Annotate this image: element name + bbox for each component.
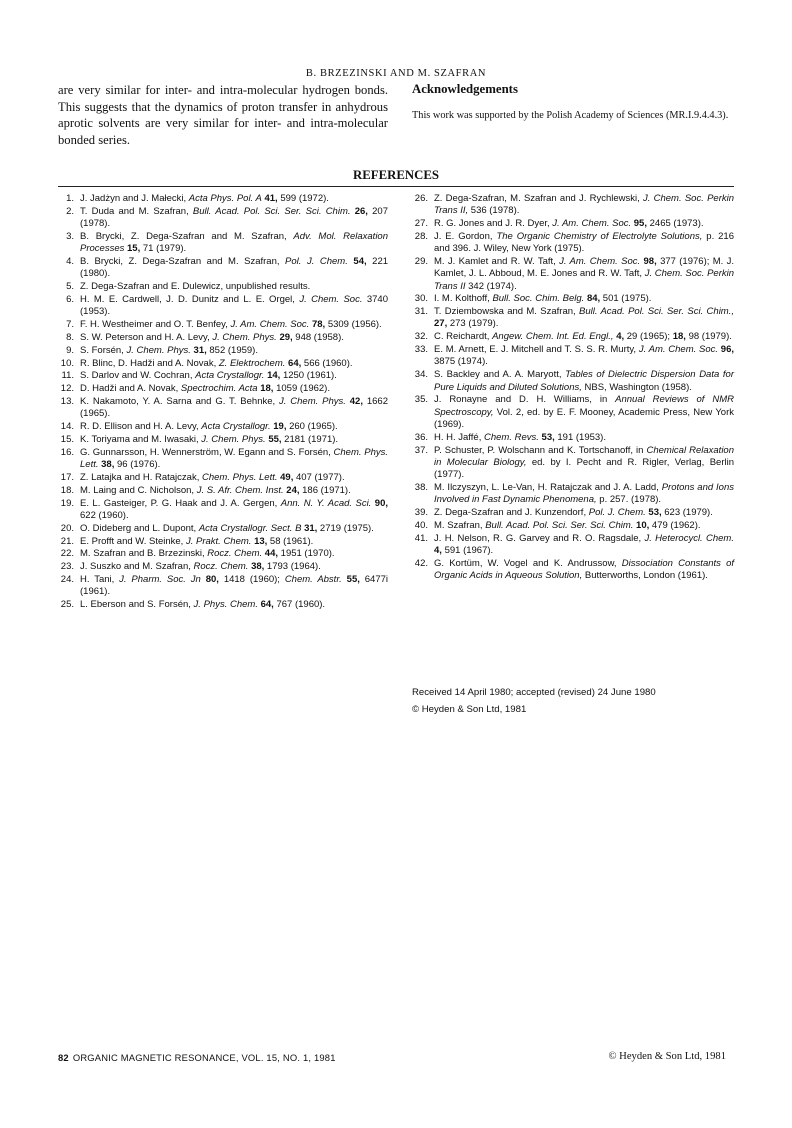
reference-text: T. Dziembowska and M. Szafran, Bull. Acad. Pol. Sci. Ser. Sci. Chim., 27, 273 (1979). <box>434 306 735 330</box>
reference-number: 3. <box>66 230 74 242</box>
reference-number: 6. <box>66 293 74 305</box>
reference-number: 31. <box>414 306 428 318</box>
reference-text: H. Tani, J. Pharm. Soc. Jn 80, 1418 (1960); Chem. Abstr. 55, 6477i (1961). <box>80 574 389 598</box>
reference-text: Z. Latajka and H. Ratajczak, Chem. Phys. Lett. 49, 407 (1977). <box>80 472 345 483</box>
reference-text: M. J. Kamlet and R. W. Taft, J. Am. Chem. Soc. 98, 377 (1976); M. J. Kamlet, J. L. Abboud, M. E. Jones and R. W. Taft, J. Chem. Soc. Perkin Trans II 342 (1974). <box>434 256 735 292</box>
reference-number: 4. <box>66 256 74 268</box>
reference-text: E. M. Arnett, E. J. Mitchell and T. S. S. R. Murty, J. Am. Chem. Soc. 96, 3875 (1974). <box>434 344 734 368</box>
reference-text: J. Suszko and M. Szafran, Rocz. Chem. 38, 1793 (1964). <box>80 561 321 573</box>
reference-number: 29. <box>414 256 428 268</box>
reference-number: 9. <box>66 344 74 356</box>
reference-item <box>58 206 388 231</box>
reference-number: 36. <box>414 431 428 443</box>
reference-number: 12. <box>60 383 74 395</box>
reference-text: S. Darlov and W. Cochran, Acta Crystallogr. 14, 1250 (1961). <box>80 370 337 382</box>
reference-number: 38. <box>414 481 428 493</box>
reference-number: 17. <box>60 472 74 483</box>
reference-text: S. Forsén, J. Chem. Phys. 31, 852 (1959). <box>80 344 258 356</box>
reference-text: B. Brycki, Z. Dega-Szafran and M. Szafran, Adv. Mol. Relaxation Processes 15, 71 (1979). <box>80 230 388 255</box>
reference-text: T. Duda and M. Szafran, Bull. Acad. Pol. Sci. Ser. Sci. Chim. 26, 207 (1978). <box>80 205 388 230</box>
reference-item <box>58 294 388 319</box>
reference-number: 11. <box>61 370 74 382</box>
reference-item <box>58 561 388 573</box>
reference-number: 13. <box>60 396 74 408</box>
reference-item <box>412 256 734 293</box>
reference-item <box>412 231 734 256</box>
reference-number: 16. <box>60 446 74 458</box>
reference-number: 8. <box>66 331 74 343</box>
reference-number: 10. <box>60 357 74 369</box>
reference-text: J. H. Nelson, R. G. Garvey and R. O. Ragsdale, J. Heterocycl. Chem. 4, 591 (1967). <box>434 532 734 556</box>
reference-text: S. Backley and A. A. Maryott, Tables of Dielectric Dispersion Data for Pure Liquids and Diluted Solutions, NBS, Washington (1958). <box>434 369 734 393</box>
reference-text: O. Dideberg and L. Dupont, Acta Crystallogr. Sect. B 31, 2719 (1975). <box>80 522 374 534</box>
reference-item <box>58 599 388 611</box>
acknowledgements-heading: Acknowledgements <box>412 82 518 96</box>
received-date: Received 14 April 1980; accepted (revised) 24 June 1980 <box>412 687 656 698</box>
references-divider <box>58 186 734 187</box>
reference-text: Z. Dega-Szafran and E. Dulewicz, unpublished results. <box>80 281 311 293</box>
reference-number: 15. <box>60 434 74 446</box>
acknowledgements-section <box>412 82 734 122</box>
reference-text: M. Ilczyszyn, L. Le-Van, H. Ratajczak and J. A. Ladd, Protons and Ions Involved in Fast Dynamic Phenomena, p. 257. (1978). <box>434 481 734 506</box>
reference-item <box>412 507 734 519</box>
reference-number: 23. <box>60 561 74 573</box>
reference-text: G. Kortüm, W. Vogel and K. Andrussow, Dissociation Constants of Organic Acids in Aqueous Solution, Butterworths, London (1961). <box>434 557 734 581</box>
reference-text: Z. Dega-Szafran and J. Kunzendorf, Pol. J. Chem. 53, 623 (1979). <box>434 506 713 518</box>
references-list-left <box>58 193 388 612</box>
reference-item <box>412 394 734 431</box>
reference-item <box>412 533 734 558</box>
reference-number: 33. <box>414 344 428 356</box>
reference-number: 2. <box>66 205 74 217</box>
reference-text: D. Hadži and A. Novak, Spectrochim. Acta 18, 1059 (1962). <box>80 383 330 395</box>
reference-item <box>58 256 388 281</box>
reference-number: 27. <box>414 218 428 230</box>
body-text-paragraph: are very similar for inter- and intra-molecular hydrogen bonds. This suggests that the dynamics of proton transfer in anhydrous aprotic solvents are very similar for inter- and intra-molecular bonded series. <box>58 83 388 147</box>
reference-text: P. Schuster, P. Wolschann and K. Tortschanoff, in Chemical Relaxation in Molecular Biology, ed. by I. Pecht and R. Rigler, Verlag, Berlin (1977). <box>434 444 735 481</box>
reference-item <box>412 193 734 218</box>
reference-text: L. Eberson and S. Forsén, J. Phys. Chem. 64, 767 (1960). <box>80 599 326 611</box>
reference-number: 19. <box>60 497 74 509</box>
reference-item <box>58 345 388 357</box>
references-list-right <box>412 193 734 583</box>
reference-item <box>412 293 734 305</box>
reference-item <box>58 281 388 293</box>
reference-item <box>58 434 388 446</box>
reference-item <box>412 445 734 482</box>
reference-item <box>412 432 734 444</box>
reference-item <box>58 231 388 256</box>
reference-number: 41. <box>414 532 428 544</box>
reference-text: S. W. Peterson and H. A. Levy, J. Chem. Phys. 29, 948 (1958). <box>80 331 344 343</box>
reference-text: M. Laing and C. Nicholson, J. S. Afr. Chem. Inst. 24, 186 (1971). <box>80 484 351 496</box>
reference-item <box>58 193 388 205</box>
reference-number: 26. <box>414 193 428 204</box>
reference-number: 14. <box>60 421 74 433</box>
reference-text: K. Toriyama and M. Iwasaki, J. Chem. Phys. 55, 2181 (1971). <box>80 434 339 446</box>
reference-item <box>58 472 388 484</box>
reference-number: 40. <box>414 519 428 531</box>
reference-number: 20. <box>60 522 74 534</box>
reference-number: 18. <box>60 484 74 496</box>
reference-text: H. H. Jaffé, Chem. Revs. 53, 191 (1953). <box>434 431 606 443</box>
reference-item <box>58 548 388 560</box>
reference-text: R. G. Jones and J. R. Dyer, J. Am. Chem. Soc. 95, 2465 (1973). <box>434 218 704 230</box>
reference-text: M. Szafran and B. Brzezinski, Rocz. Chem. 44, 1951 (1970). <box>80 548 335 560</box>
reference-text: J. Ronayne and D. H. Williams, in Annual Reviews of NMR Spectroscopy, Vol. 2, ed. by E. F. Mooney, Academic Press, New York (1969). <box>434 394 734 430</box>
reference-text: C. Reichardt, Angew. Chem. Int. Ed. Engl., 4, 29 (1965); 18, 98 (1979). <box>434 331 732 343</box>
reference-number: 24. <box>60 574 74 586</box>
reference-number: 42. <box>414 557 428 569</box>
reference-item <box>58 383 388 395</box>
journal-citation: ORGANIC MAGNETIC RESONANCE, VOL. 15, NO. 1, 1981 <box>72 1052 336 1063</box>
reference-text: F. H. Westheimer and O. T. Benfey, J. Am. Chem. Soc. 78, 5309 (1956). <box>80 319 382 331</box>
reference-number: 22. <box>60 548 74 560</box>
acknowledgements-text: This work was supported by the Polish Academy of Sciences (MR.I.9.4.4.3). <box>412 110 729 121</box>
reference-item <box>58 574 388 599</box>
reference-text: M. Szafran, Bull. Acad. Pol. Sci. Ser. Sci. Chim. 10, 479 (1962). <box>434 519 701 531</box>
reference-item <box>58 319 388 331</box>
reference-item <box>412 520 734 532</box>
reference-text: I. M. Kolthoff, Bull. Soc. Chim. Belg. 84, 501 (1975). <box>434 293 652 305</box>
reference-text: Z. Dega-Szafran, M. Szafran and J. Rychlewski, J. Chem. Soc. Perkin Trans II, 536 (1978). <box>434 193 734 217</box>
reference-item <box>412 306 734 331</box>
reference-item <box>58 523 388 535</box>
reference-number: 7. <box>66 319 74 331</box>
reference-item <box>412 218 734 230</box>
reference-item <box>58 498 388 523</box>
reference-text: K. Nakamoto, Y. A. Sarna and G. T. Behnke, J. Chem. Phys. 42, 1662 (1965). <box>80 396 388 420</box>
reference-item <box>58 447 388 472</box>
reference-item <box>58 536 388 548</box>
reference-number: 21. <box>60 535 74 547</box>
reference-item <box>412 344 734 369</box>
reference-text: J. Jadżyn and J. Małecki, Acta Phys. Pol. A 41, 599 (1972). <box>80 193 329 204</box>
reference-number: 28. <box>414 230 428 242</box>
reference-number: 1. <box>66 193 74 204</box>
references-heading: REFERENCES <box>352 168 440 182</box>
reference-number: 39. <box>414 506 428 518</box>
reference-text: R. Blinc, D. Hadži and A. Novak, Z. Elektrochem. 64, 566 (1960). <box>80 357 353 369</box>
reference-item <box>58 332 388 344</box>
page-footer-journal <box>58 1052 336 1063</box>
reference-item <box>58 485 388 497</box>
reference-number: 30. <box>414 293 428 305</box>
reference-item <box>58 421 388 433</box>
reference-item <box>58 396 388 421</box>
reference-item <box>412 482 734 507</box>
reference-text: J. E. Gordon, The Organic Chemistry of Electrolyte Solutions, p. 216 and 396. J. Wiley, New York (1975). <box>434 230 734 255</box>
reference-text: B. Brycki, Z. Dega-Szafran and M. Szafran, Pol. J. Chem. 54, 221 (1980). <box>80 256 389 280</box>
reference-number: 34. <box>414 369 428 381</box>
reference-item <box>412 369 734 394</box>
reference-item <box>412 331 734 343</box>
reference-text: G. Gunnarsson, H. Wennerström, W. Egann and S. Forsén, Chem. Phys. Lett. 38, 96 (1976). <box>80 446 388 471</box>
copyright-note: © Heyden & Son Ltd, 1981 <box>412 704 527 715</box>
reference-text: R. D. Ellison and H. A. Levy, Acta Crystallogr. 19, 260 (1965). <box>80 421 338 433</box>
reference-item <box>58 370 388 382</box>
reference-number: 37. <box>414 444 428 456</box>
reference-text: E. L. Gasteiger, P. G. Haak and J. A. Gergen, Ann. N. Y. Acad. Sci. 90, 622 (1960). <box>80 497 389 521</box>
reference-number: 25. <box>60 599 74 611</box>
reference-text: H. M. E. Cardwell, J. D. Dunitz and L. E. Orgel, J. Chem. Soc. 3740 (1953). <box>80 293 388 318</box>
reference-number: 32. <box>414 331 428 343</box>
reference-number: 35. <box>414 394 428 406</box>
reference-number: 5. <box>66 281 74 293</box>
article-history <box>412 684 742 718</box>
running-head: B. BRZEZINSKI AND M. SZAFRAN <box>305 68 487 79</box>
reference-item <box>58 358 388 370</box>
page-number: 82 <box>58 1052 69 1063</box>
reference-text: E. Profft and W. Steinke, J. Prakt. Chem. 13, 58 (1961). <box>80 535 314 547</box>
footer-copyright: © Heyden & Son Ltd, 1981 <box>608 1051 726 1062</box>
reference-item <box>412 558 734 583</box>
